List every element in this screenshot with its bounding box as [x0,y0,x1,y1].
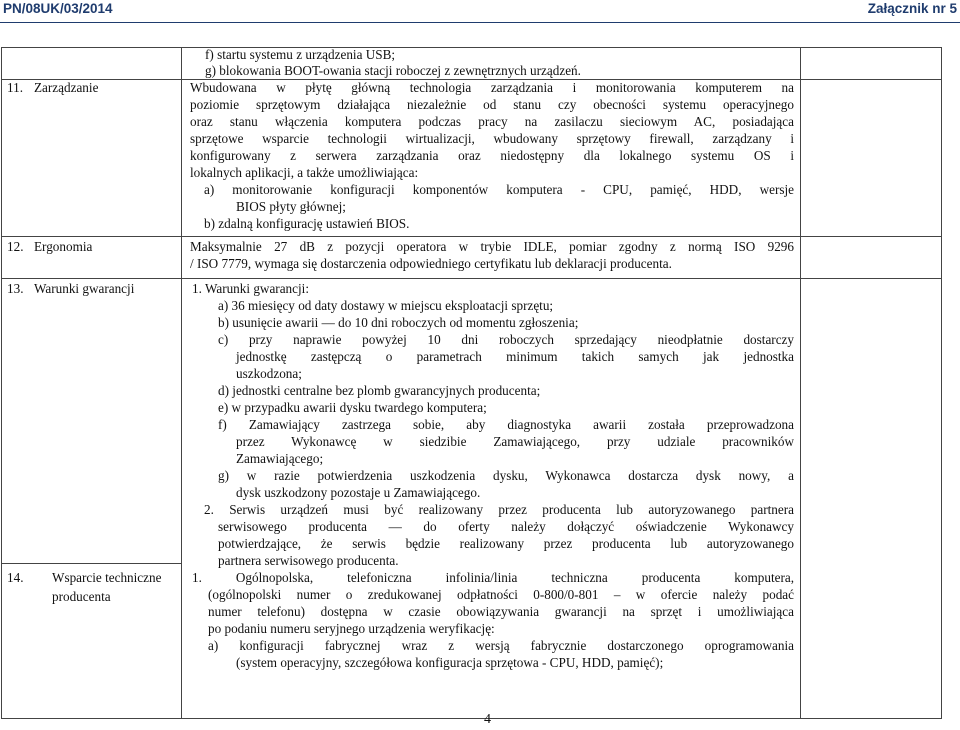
list-item: f) Zamawiający zastrzega sobie, aby diagnostyka awarii została przeprowadzona [218,417,794,432]
spec-line: 2. Serwis urządzeń musi być realizowany przez producenta lub autoryzowanego partnera [204,502,794,517]
spec-line: partnera serwisowego producenta. [218,553,399,568]
row-name: producenta [52,589,111,604]
spec-line: oraz stanu włączenia komputera podczas pracy na zasilaczu sieciowym AC, posiadająca [190,114,794,129]
list-item: c) przy naprawie powyżej 10 dni roboczych sprzedający nieodpłatnie dostarczy [218,332,794,347]
row-name: Zarządzanie [34,80,99,95]
header-rule [0,22,960,23]
spec-line: serwisowego producenta — do oferty należy dołączyć oświadczenie Wykonawcy [218,519,794,534]
spec-line: potwierdzające, że serwis będzie realizowany przez producenta lub autoryzowanego [218,536,794,551]
spec-line: sprzętowe wsparcie technologii wirtualizacji, wbudowany sprzętowy firewall, zarządzany i [190,131,794,146]
list-item: b) usunięcie awarii — do 10 dni roboczych od momentu zgłoszenia; [218,315,579,330]
spec-line: 1. Warunki gwarancji: [192,281,309,296]
spec-line: lokalnych aplikacji, a także umożliwiająca: [190,165,419,180]
list-item: jednostkę zastępczą o parametrach minimum takich samych jak jednostka [236,349,794,364]
list-item: (system operacyjny, szczegółowa konfiguracja sprzętowa - CPU, HDD, pamięć); [236,655,664,670]
list-item: a) monitorowanie konfiguracji komponentów komputera - CPU, pamięć, HDD, wersje [204,182,794,197]
row-number: 12. [7,239,24,254]
list-item: a) 36 miesięcy od daty dostawy w miejscu eksploatacji sprzętu; [218,298,554,313]
row-divider [2,563,181,564]
list-item: b) zdalną konfigurację ustawień BIOS. [204,216,410,231]
list-item: g) blokowania BOOT-owania stacji roboczej z zewnętrznych urządzeń. [205,63,581,78]
list-item: przez Wykonawcę w siedzibie Zamawiającego, przy udziale pracowników [236,434,794,449]
row-number: 11. [7,80,23,95]
row-name: Wsparcie techniczne [52,570,162,585]
spec-line: / ISO 7779, wymaga się dostarczenia odpowiedniego certyfikatu lub deklaracji producenta. [190,256,672,271]
spec-line: poziomie sprzętowym działająca niezależnie od stanu czy obecności systemu operacyjnego [190,97,794,112]
list-item: d) jednostki centralne bez plomb gwarancyjnych producenta; [218,383,541,398]
spec-line: numer telefonu) dostępna w czasie obowiązywania gwarancji na sprzęt i umożliwiająca [208,604,794,619]
row-divider [2,278,941,279]
list-item: uszkodzona; [236,366,302,381]
row-name: Ergonomia [34,239,93,254]
spec-line: Maksymalnie 27 dB z pozycji operatora w trybie IDLE, pomiar zgodny z normą ISO 9296 [190,239,794,254]
row-number: 13. [7,281,24,296]
spec-line: konfigurowany z serwera zarządzania oraz niedostępny dla lokalnego systemu OS i [190,148,794,163]
list-item: a) konfiguracji fabrycznej wraz z wersją fabrycznie dostarczonego oprogramowania [208,638,794,653]
list-item: Zamawiającego; [236,451,324,466]
list-item: e) w przypadku awarii dysku twardego komputera; [218,400,487,415]
annex-label: Załącznik nr 5 [867,1,957,16]
spec-line: 1. Ogólnopolska, telefoniczna infolinia/linia techniczna producenta komputera, [192,570,794,585]
row-number: 14. [7,570,24,585]
column-divider [800,48,801,718]
column-divider [181,48,182,718]
page-number: 4 [484,712,491,727]
spec-line: Wbudowana w płytę główną technologia zarządzania i monitorowania komputerem na [190,80,794,95]
row-divider [2,236,941,237]
spec-line: (ogólnopolski numer o zredukowanej odpłatności 0-800/0-801 – w ofercie należy podać [208,587,794,602]
spec-line: po podaniu numeru seryjnego urządzenia weryfikację: [208,621,495,636]
list-item: BIOS płyty głównej; [236,199,346,214]
row-name: Warunki gwarancji [34,281,135,296]
doc-reference: PN/08UK/03/2014 [3,1,113,16]
list-item: f) startu systemu z urządzenia USB; [205,47,396,62]
list-item: dysk uszkodzony pozostaje u Zamawiającego. [236,485,481,500]
list-item: g) w razie potwierdzenia uszkodzenia dysku, Wykonawca dostarcza dysk nowy, a [218,468,794,483]
